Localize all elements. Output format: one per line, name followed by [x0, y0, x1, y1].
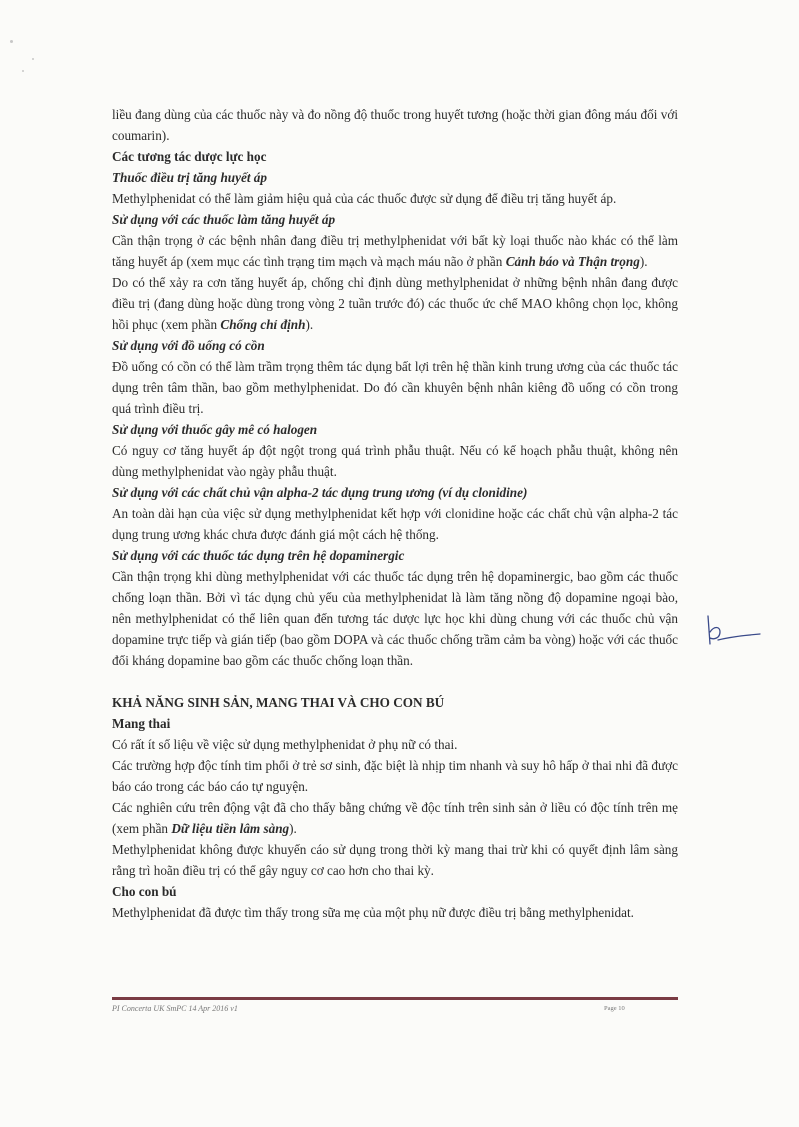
paragraph-dopaminergic-drugs: Cần thận trọng khi dùng methylphenidat với các thuốc tác dụng trên hệ dopaminergic, bao gồm các thuốc chống loạn thần. Bởi vì tác dụng chủ yếu của methylphenidat là làm tăng nồng độ dopamine ngoại bào, nên methylphenidat có thể liên quan đến tương tác dược lực học khi dùng chung với các thuốc chủ vận dopamine trực tiếp và gián tiếp (bao gồm DOPA và các thuốc chống trầm cảm ba vòng) hoặc với các thuốc đối kháng dopamine bao gồm các thuốc chống loạn thần. [112, 569, 678, 668]
text-segment: Cần thận trọng ở các bệnh nhân đang điều trị methylphenidat với bất kỳ loại thuốc nào khác có thể làm tăng huyết áp (xem mục các tình trạng tim mạch và mạch máu não ở phần [112, 233, 678, 269]
paragraph-pregnancy-1: Có rất ít số liệu về việc sử dụng methylphenidat ở phụ nữ có thai. [112, 737, 458, 752]
footer-rule [112, 997, 678, 1000]
paragraph-dose-monitoring: liều đang dùng của các thuốc này và đo nồng độ thuốc trong huyết tương (hoặc thời gian đông máu đối với coumarin). [112, 107, 678, 143]
text-segment: ). [289, 821, 297, 836]
heading-pharmacodynamic-interactions: Các tương tác dược lực học [112, 149, 267, 164]
paragraph-pregnancy-2: Các trường hợp độc tính tim phổi ở trẻ sơ sinh, đặc biệt là nhịp tim nhanh và suy hô hấp ở thai nhi đã được báo cáo trong các báo cáo tự nguyện. [112, 758, 678, 794]
cross-reference: Chống chỉ định [220, 317, 306, 332]
scan-speck [22, 70, 24, 72]
handwritten-signature [700, 610, 770, 650]
text-segment: ). [305, 317, 314, 332]
paragraph-pregnancy-3 [112, 797, 678, 839]
text-segment: Do có thể xảy ra cơn tăng huyết áp, chống chỉ định dùng methylphenidat ở những bệnh nhân đang được điều trị (đang dùng hoặc dùng trong vòng 2 tuần trước đó) các thuốc ức chế MAO không chọn lọc, không hồi phục (xem phần [112, 275, 678, 332]
paragraph-blood-pressure-raising-2 [112, 272, 678, 335]
footer-document-id: PI Concerta UK SmPC 14 Apr 2016 v1 [112, 1004, 238, 1013]
scan-speck [10, 40, 13, 43]
heading-pregnancy: Mang thai [112, 716, 171, 731]
paragraph-blood-pressure-raising-1 [112, 230, 678, 272]
heading-alcohol: Sử dụng với đồ uống có cồn [112, 338, 265, 353]
paragraph-breastfeeding: Methylphenidat đã được tìm thấy trong sữa mẹ của một phụ nữ được điều trị bằng methylphenidat. [112, 905, 634, 920]
text-segment: Các nghiên cứu trên động vật đã cho thấy bằng chứng về độc tính trên sinh sản ở liều có độc tính trên mẹ (xem phần [112, 800, 678, 836]
paragraph-antihypertensives: Methylphenidat có thể làm giảm hiệu quả của các thuốc được sử dụng để điều trị tăng huyết áp. [112, 191, 617, 206]
heading-antihypertensives: Thuốc điều trị tăng huyết áp [112, 170, 267, 185]
heading-dopaminergic-drugs: Sử dụng với các thuốc tác dụng trên hệ dopaminergic [112, 548, 405, 563]
text-segment: ). [639, 254, 648, 269]
cross-reference: Dữ liệu tiền lâm sàng [171, 821, 290, 836]
paragraph-alcohol: Đồ uống có cồn có thể làm trầm trọng thêm tác dụng bất lợi trên hệ thần kinh trung ương của các thuốc tác dụng trên tâm thần, bao gồm methylphenidat. Do đó cần khuyên bệnh nhân kiêng đồ uống có cồn trong quá trình điều trị. [112, 359, 678, 416]
cross-reference: Cảnh báo và Thận trọng [505, 254, 640, 269]
heading-alpha2-agonists: Sử dụng với các chất chủ vận alpha-2 tác dụng trung ương (ví dụ clonidine) [112, 485, 528, 500]
paragraph-halogenated-anaesthetics: Có nguy cơ tăng huyết áp đột ngột trong quá trình phẫu thuật. Nếu có kế hoạch phẫu thuật, không nên dùng methylphenidat vào ngày phẫu thuật. [112, 443, 678, 479]
heading-breastfeeding: Cho con bú [112, 884, 177, 899]
document-body [112, 104, 678, 923]
paragraph-pregnancy-4: Methylphenidat không được khuyến cáo sử dụng trong thời kỳ mang thai trừ khi có quyết định lâm sàng rằng trì hoãn điều trị có thể gây nguy cơ cao hơn cho thai kỳ. [112, 842, 678, 878]
heading-blood-pressure-raising-drugs: Sử dụng với các thuốc làm tăng huyết áp [112, 212, 336, 227]
heading-halogenated-anaesthetics: Sử dụng với thuốc gây mê có halogen [112, 422, 318, 437]
section-title-fertility-pregnancy-lactation: KHẢ NĂNG SINH SẢN, MANG THAI VÀ CHO CON BÚ [112, 695, 445, 710]
paragraph-alpha2-agonists: An toàn dài hạn của việc sử dụng methylphenidat kết hợp với clonidine hoặc các chất chủ vận alpha-2 tác dụng trung ương khác chưa được đánh giá một cách hệ thống. [112, 506, 678, 542]
scan-speck [32, 58, 34, 60]
footer-page-number: Page 10 [604, 1005, 625, 1012]
